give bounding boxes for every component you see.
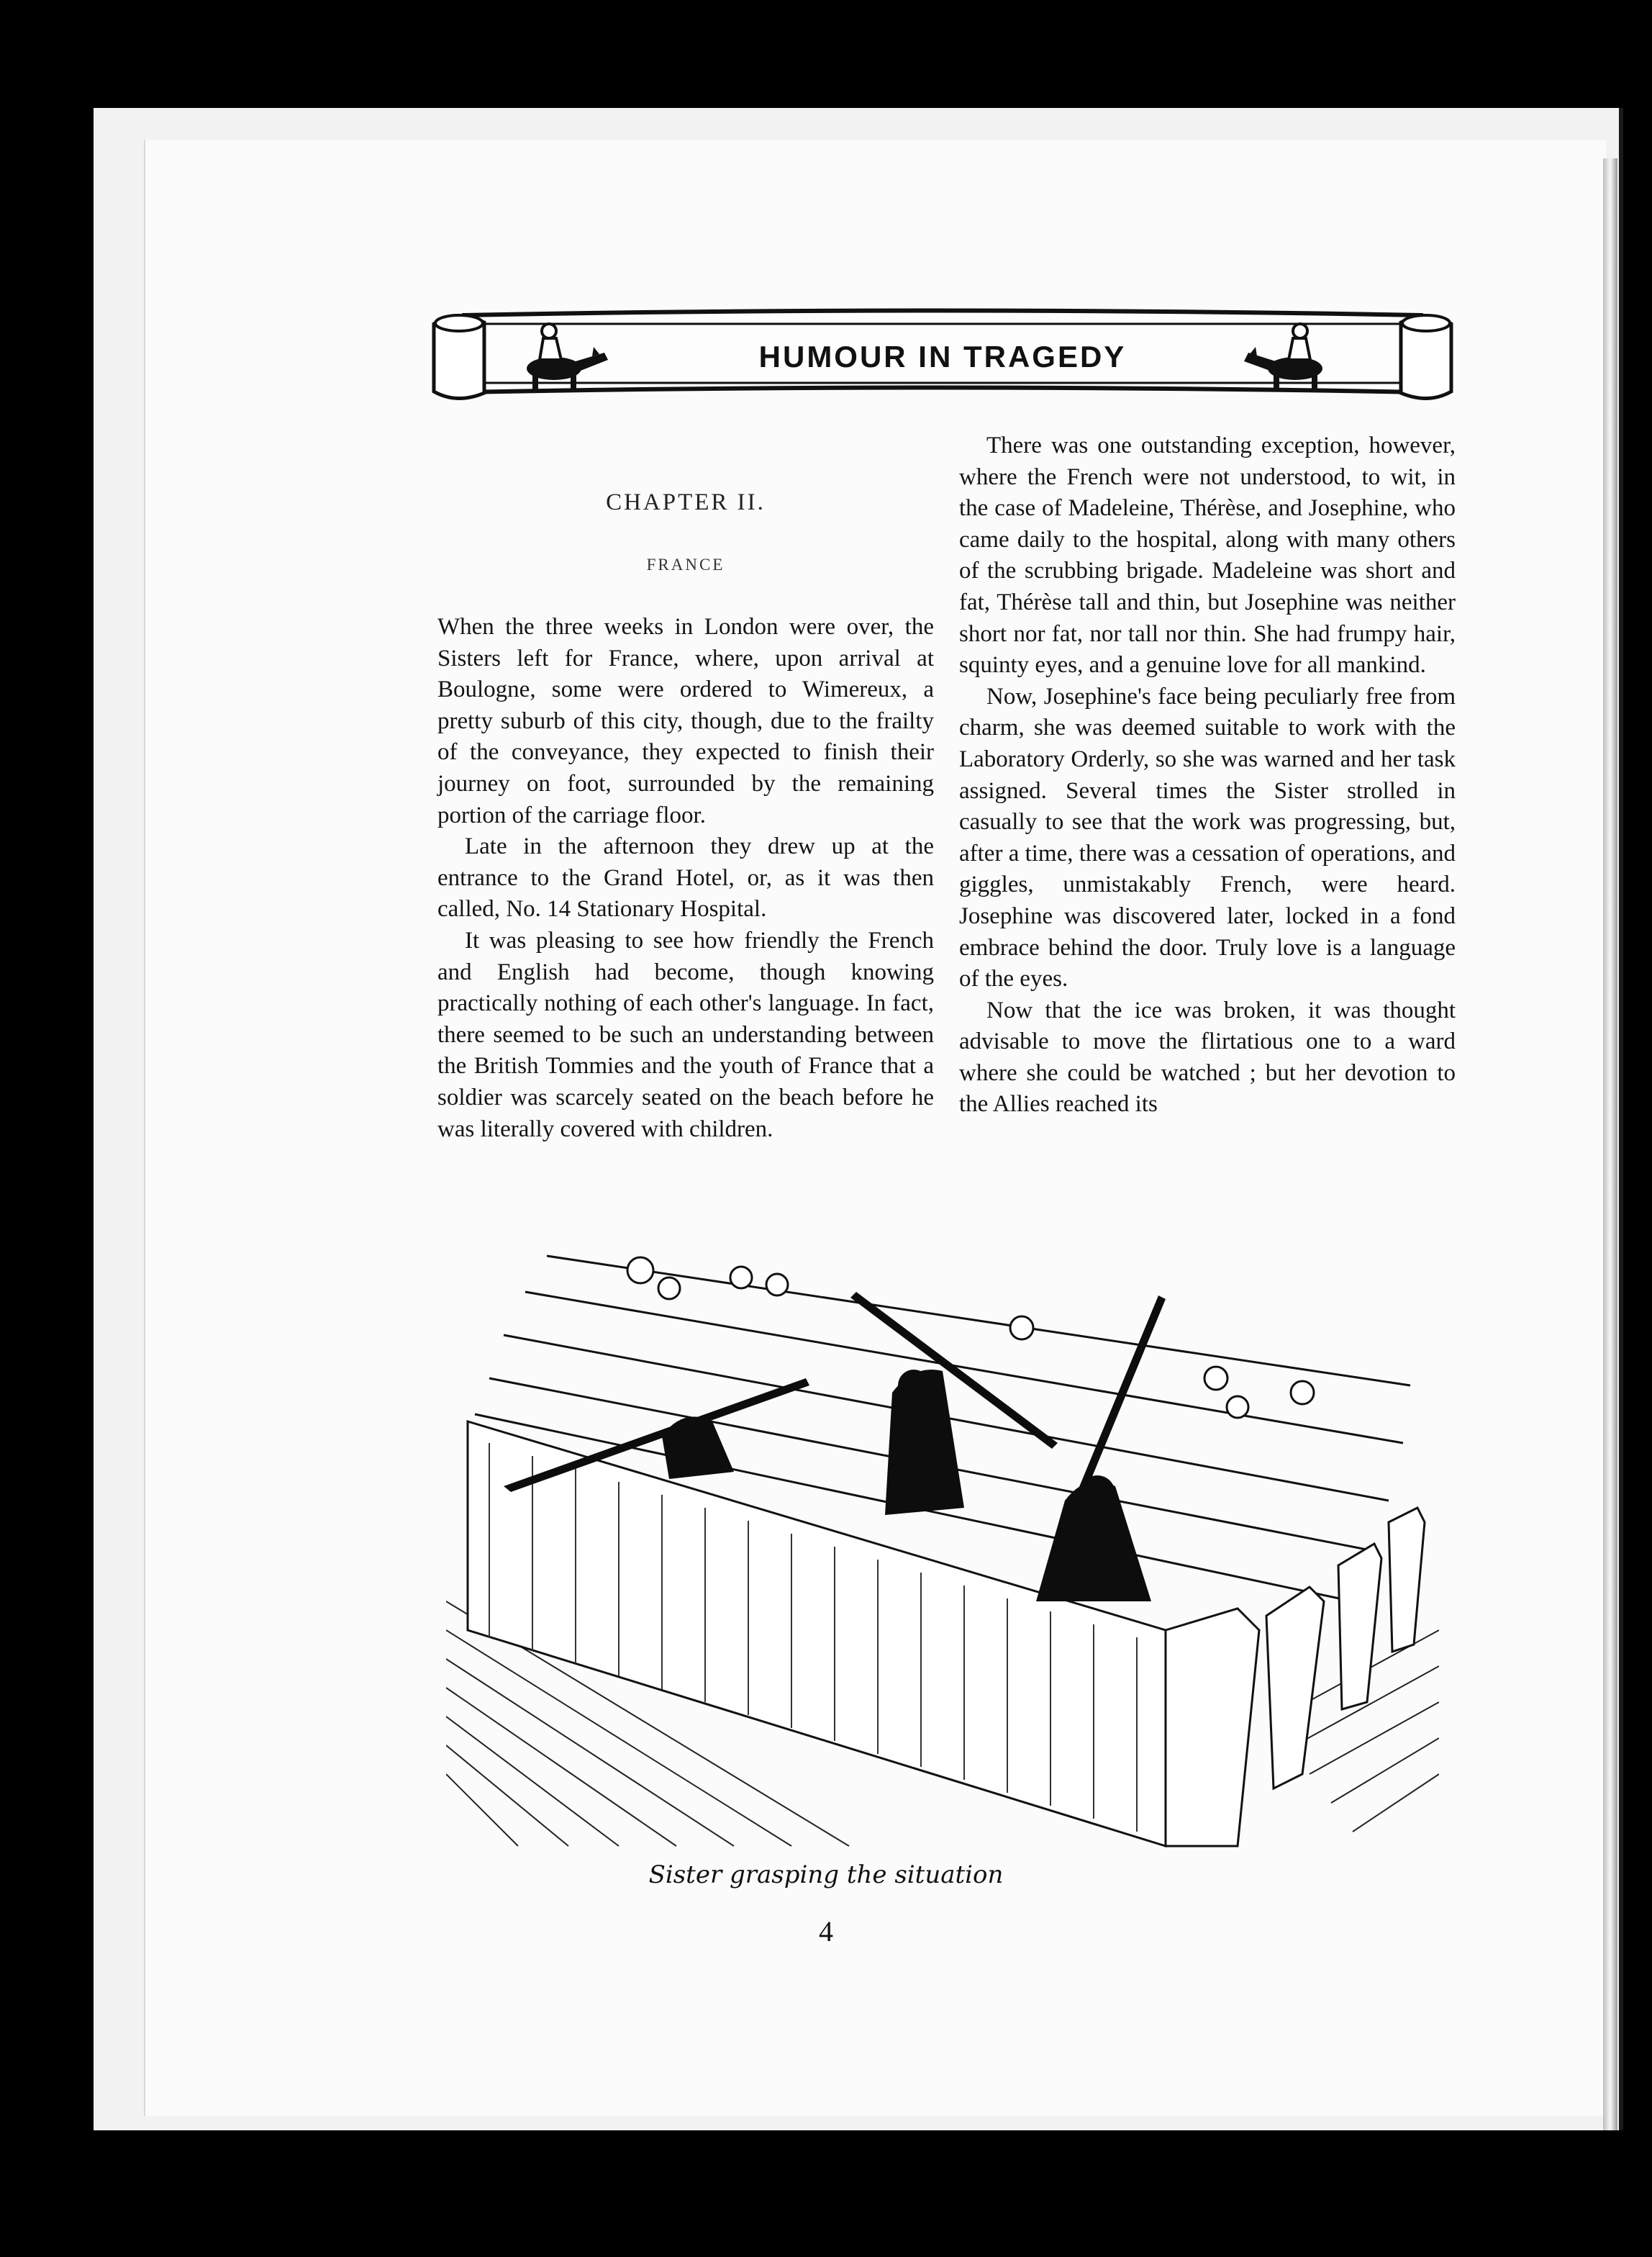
header-banner	[428, 302, 1457, 407]
page-edge	[1603, 158, 1617, 2130]
running-header-title: HUMOUR IN TRAGEDY	[758, 340, 1127, 374]
paragraph: Now, Josephine's face being peculiarly free from charm, she was deemed suitable to work with the Laboratory Orderly, so she was warned and her task assigned. Several times the Sister strolled in casually to see that the work was progressing, but, after a time, there was a cessation of operations, and giggles, unmistakably French, were heard. Josephine was discovered later, locked in a fond embrace behind the door. Truly love is a language of the eyes.	[959, 683, 1456, 992]
church-pews-illustration	[446, 1227, 1439, 1853]
chapter-subheading: FRANCE	[646, 556, 725, 574]
paragraph: It was pleasing to see how friendly the French and English had become, though knowing practically nothing of each other's language. In fact, there seemed to be such an understanding between the British Tommies and the youth of France that a soldier was scarcely seated on the beach before he was literally covered with children.	[437, 927, 934, 1142]
paragraph: There was one outstanding exception, however, where the French were not understood, to wit, in the case of Madeleine, Thérèse, and Josephine, who came daily to the hospital, along with many others of the scrubbing brigade. Madeleine was short and fat, Thérèse tall and thin, but Josephine was neither short nor fat, nor tall nor thin. She had frumpy hair, squinty eyes, and a genuine love for all mankind.	[959, 433, 1456, 679]
chapter-heading: CHAPTER II.	[606, 489, 766, 515]
paragraph: When the three weeks in London were over, the Sisters left for France, where, upon arrival at Boulogne, some were ordered to Wimereux, a pretty suburb of this city, though, due to the frailty of the conveyance, they expected to finish their journey on foot, surrounded by the remaining portion of the carriage floor.	[437, 614, 934, 828]
right-text-column	[959, 430, 1456, 1121]
left-text-column	[437, 612, 934, 1145]
page-number: 4	[819, 1915, 833, 1948]
paragraph: Now that the ice was broken, it was thought advisable to move the flirtatious one to a ward where she could be watched ; but her devotion to the Allies reached its	[959, 997, 1456, 1118]
illustration-caption: Sister grasping the situation	[648, 1860, 1004, 1889]
paragraph: Late in the afternoon they drew up at the entrance to the Grand Hotel, or, as it was then called, No. 14 Stationary Hospital.	[437, 833, 934, 923]
